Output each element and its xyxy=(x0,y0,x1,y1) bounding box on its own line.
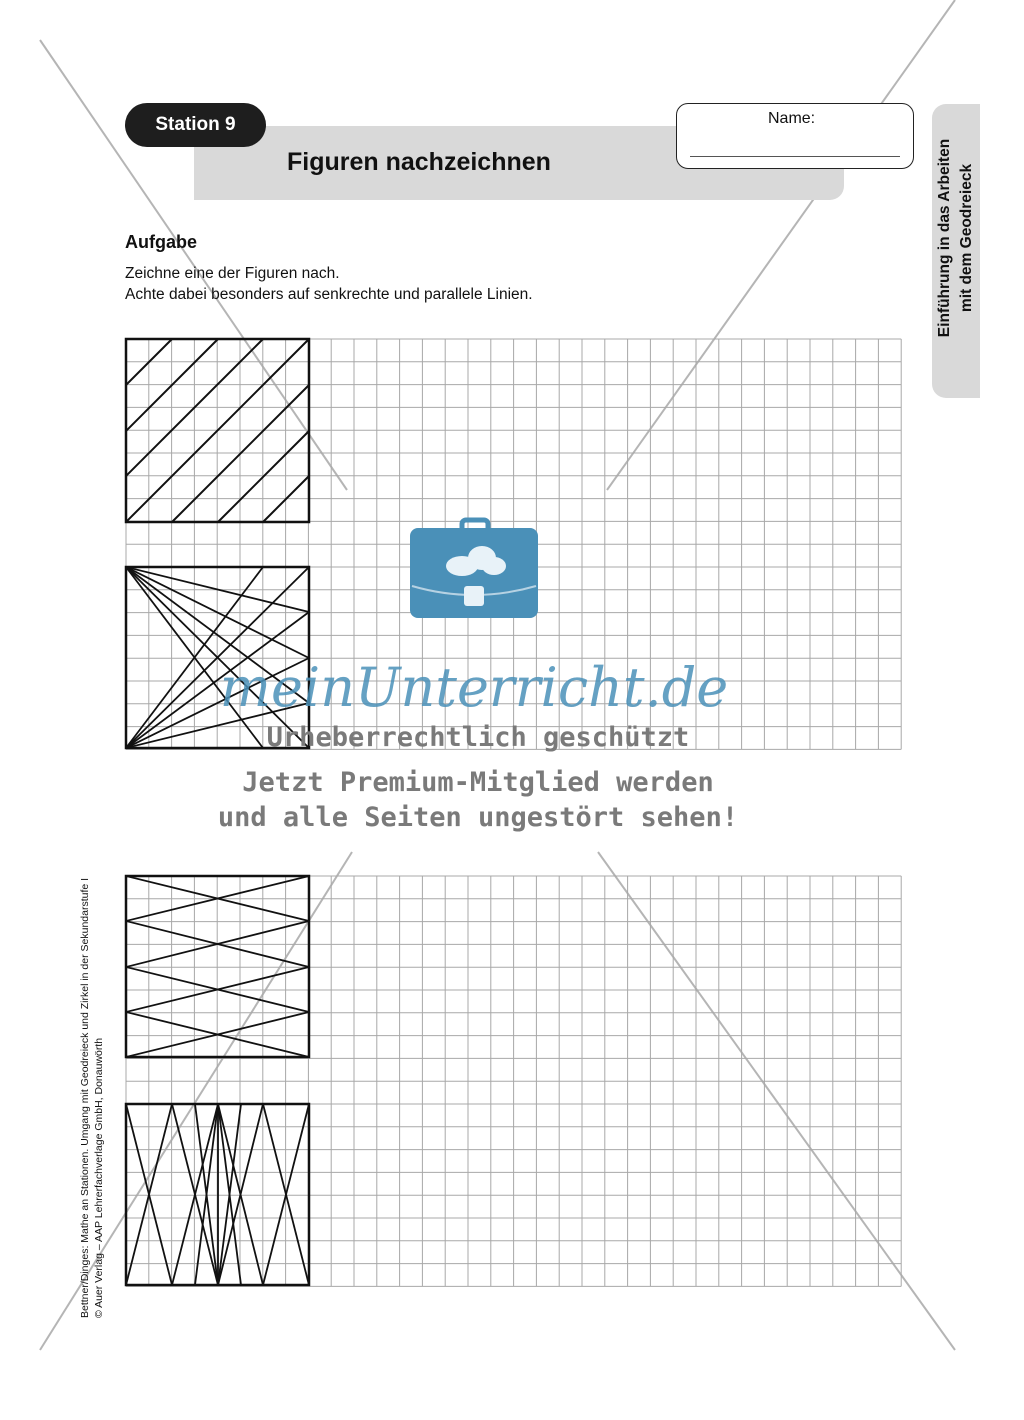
footer-line-1: Bettner/Dinges: Mathe an Stationen. Umgang mit Geodreieck und Zirkel in der Sekundarstufe I xyxy=(79,877,91,1318)
side-tab-text xyxy=(934,108,978,368)
page-title: Figuren nachzeichnen xyxy=(287,148,551,176)
side-tab-line-1: Einführung in das Arbeiten xyxy=(936,138,953,338)
station-badge: Station 9 xyxy=(125,103,266,147)
name-label: Name: xyxy=(768,110,816,127)
briefcase-logo-icon xyxy=(410,520,538,618)
task-instruction-1: Zeichne eine der Figuren nach. xyxy=(125,265,340,282)
copyright-footer xyxy=(78,798,106,1318)
side-tab-line-2: mit dem Geodreieck xyxy=(958,163,975,313)
watermark-line-3: und alle Seiten ungestört sehen! xyxy=(217,802,739,833)
watermark-logo-text: meinUnterricht.de xyxy=(219,656,729,719)
watermark-line-2: Jetzt Premium-Mitglied werden xyxy=(242,767,714,798)
task-instruction-2: Achte dabei besonders auf senkrechte und parallele Linien. xyxy=(125,286,533,303)
watermark-line-1: Urheberrechtlich geschützt xyxy=(266,722,690,753)
task-heading: Aufgabe xyxy=(125,232,197,252)
footer-line-2: © Auer Verlag – AAP Lehrerfachverlage GmbH, Donauwörth xyxy=(93,1037,105,1318)
figure-4-vertical-fans xyxy=(126,1104,309,1285)
name-field[interactable] xyxy=(690,156,900,157)
